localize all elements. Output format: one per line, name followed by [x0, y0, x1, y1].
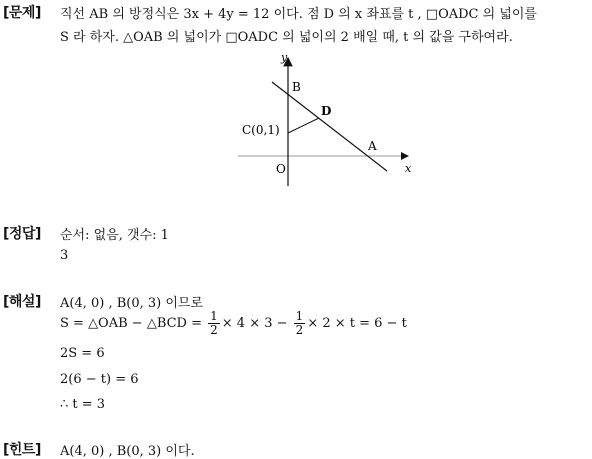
solution-eq-mid: × 4 × 3 −	[221, 316, 292, 331]
line-ab	[272, 82, 387, 171]
point-d-label: D	[321, 104, 332, 118]
y-axis-label: y	[281, 51, 288, 64]
solution-tag: [해설]	[3, 294, 41, 310]
point-a-label: A	[368, 139, 377, 153]
solution-line-1: A(4, 0) , B(0, 3) 이므로	[60, 296, 204, 311]
fraction-half-1: $\frac{1}{2}$	[210, 309, 218, 337]
problem-line-1: 직선 AB 의 방정식은 3x + 4y = 12 이다. 점 D 의 x 좌표를 t , □OADC 의 넓이를	[60, 7, 537, 22]
answer-line-2: 3	[60, 248, 69, 263]
point-b-label: B	[292, 80, 301, 94]
solution-line-3: 2S = 6	[60, 346, 105, 361]
problem-line-2: S 라 하자. △OAB 의 넓이가 □OADC 의 넓이의 2 배일 때, t 의 값을 구하여라.	[60, 30, 513, 45]
x-axis-label: x	[405, 162, 412, 175]
hint-line-1: A(4, 0) , B(0, 3) 이다.	[60, 444, 195, 459]
answer-line-1: 순서: 없음, 갯수: 1	[60, 228, 169, 243]
coordinate-figure	[230, 48, 420, 188]
problem-tag: [문제]	[3, 5, 41, 21]
point-c-label: C(0,1)	[242, 123, 280, 137]
solution-line-5: ∴ t = 3	[60, 397, 106, 412]
solution-line-4: 2(6 − t) = 6	[60, 372, 139, 387]
hint-tag: [힌트]	[3, 442, 41, 458]
origin-label: O	[276, 162, 286, 176]
segment-cd	[288, 118, 319, 133]
solution-eq-lhs: S = △OAB − △BCD =	[60, 316, 207, 331]
fraction-half-2: $\frac{1}{2}$	[295, 309, 304, 337]
solution-eq-rhs: × 2 × t = 6 − t	[307, 316, 407, 331]
solution-line-2	[60, 310, 407, 337]
answer-tag: [정답]	[3, 226, 41, 242]
